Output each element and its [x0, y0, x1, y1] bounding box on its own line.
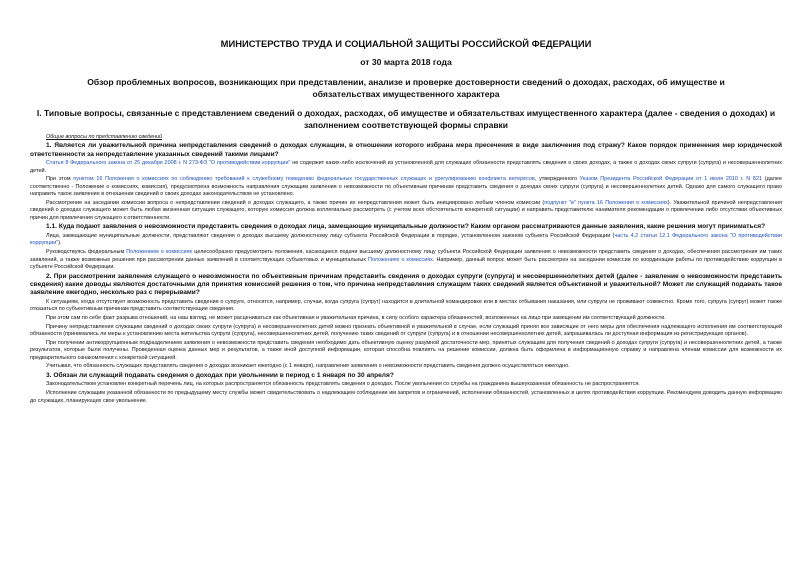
paragraph: При этом сам по себе факт разрыва отношений, на наш взгляд, не может расцениваться как объективная и уважительная причина, в силу особого характера обязанностей, возложенных на лицо при замещении им соответствующей должности. [46, 315, 666, 322]
law-part-link[interactable]: часть 4.2 статьи 12.1 Федерального закона "О противодействии коррупции" [30, 232, 782, 247]
law-link[interactable]: Статья 8 Федерального закона от 25 декабря 2008 г. N 273-ФЗ "О противодействии коррупции" [46, 160, 291, 167]
question-1: 1. Является ли уважительной причина непредставления сведений о доходах служащим, в отношении которого избрана мера пресечения в виде заключения под стражу? Каков порядок применения мер юридической ответственности за непредставление указанных сведений такими лицами? [30, 142, 782, 158]
paragraph: Учитывая, что обязанность служащих представлять сведения о доходах возникает ежегодно (с 1 января), направление заявления о невозможности представить сведения должно осуществляться ежегодно. [46, 363, 570, 370]
paragraph: При этом пунктом 16 Положения о комиссиях по соблюдению требований к служебному поведению федеральных государственных служащих и урегулированию конфликта интересов, утвержденного Указом Президента Российской Федерации от 1 июля 2010 г. N 821 (далее соответственно - Положение о комиссиях, комиссия), предусмотрена возможность направления служащим заявления о невозможности по объективным причинам представить сведения о доходах своих супруги (супруга) и несовершеннолетних детей. Однако для самого служащего право направить такое заявление в отношении сведений о своих доходах законодательством не установлено. [30, 176, 782, 198]
paragraph: Причину непредставления служащим сведений о доходах своих супруги (супруга) и несовершеннолетних детей можно признать объективной и уважительной в случае, если служащий принял все зависящие от него меры для обеспечения надлежащего исполнения им соответствующей обязанности (принимались ли меры к установлению места жительства супруги (супруга), несовершеннолетних детей, получению таких сведений от супруги (супруга) и в отношении несовершеннолетних детей, запрашивалась ли доступная информация из регистрирующих органов). [30, 323, 782, 338]
question-2: 2. При рассмотрении заявления служащего о невозможности по объективным причинам представить сведения о доходах супруги (супруга) и несовершеннолетних детей (далее - заявление о невозможности представить сведения) какие доводы являются достаточными для принятия комиссией решения о том, что причина непредставления служащим таких сведений является объективной и уважительной? Может ли служащий подавать такое заявление ежегодно, несколько раз с перерывами? [30, 272, 782, 297]
paragraph: Законодательством установлен конкретный перечень лиц, на которых распространяется обязанность представлять сведения о доходах. После увольнения со службы на гражданина вышеуказанная обязанность не распространяется. [46, 381, 640, 388]
document-title: Обзор проблемных вопросов, возникающих при представлении, анализе и проверке достоверности сведений о доходах, расходах, об имуществе и обязательствах имущественного характера [87, 77, 725, 99]
commission-regulations-link[interactable]: Положениях о комиссиях [368, 256, 433, 263]
commission-regulation-link[interactable]: Положением о комиссиях [126, 249, 193, 256]
section-heading: I. Типовые вопросы, связанные с представлением сведений о доходах, расходах, об имуществе и обязательствах имущественного характера (далее - сведения о доходах) и заполнением соответствующей формы справки [36, 108, 776, 130]
subsection-heading: Общие вопросы по представлению сведений [46, 134, 163, 140]
paragraph: Лица, замещающие муниципальные должности, представляют сведения о доходах высшему должностному лицу субъекта Российской Федерации в порядке, установленном законом субъекта Российской Федерации (часть 4.2 статьи 12.1 Федерального закона "О противодействии коррупции"). [30, 232, 782, 247]
paragraph: При получении антикоррупционным подразделением заявления о невозможности представить сведения необходимо дать объективную оценку разумной достаточности мер, принятых служащим для получения сведений о доходах супруги (супруга) и несовершеннолетних детей, а также результатов, которые были получены. Проведенная оценка данных мер и результатов, а также иной доступной информации, которая способна повлиять на решение комиссии, должна быть оформлена в информационную справку и направлена членам комиссии для возможности их предварительного ознакомления с конкретной ситуацией. [30, 339, 782, 361]
paragraph: К ситуациям, когда отсутствует возможность представить сведения о супруге, относятся, например, случаи, когда супруга (супруг) находится в длительной командировке или в местах отбывания наказания, или супруги не проживают совместно. Кроме того, супруга (супруг) может также отказаться по субъективным причинам представить соответствующие сведения. [30, 298, 782, 313]
decree-link[interactable]: Указом Президента Российской Федерации от 1 июля 2010 г. N 821 [579, 176, 763, 183]
question-1-1: 1.1. Куда подают заявления о невозможности представить сведения о доходах лица, замещающие муниципальные должности? Каким органом рассматриваются данные заявления, какие решения могут приниматься? [46, 223, 766, 231]
document-date: от 30 марта 2018 года [360, 57, 452, 67]
question-3: 3. Обязан ли служащий подавать сведения о доходах при увольнении в период с 1 января по 30 апреля? [46, 371, 394, 379]
document-body [30, 134, 782, 406]
regulation-link[interactable]: пунктом 16 Положения о комиссиях по соблюдению требований к служебному поведению федеральных государственных служащих и урегулированию конфликта интересов [73, 176, 535, 183]
ministry-header: МИНИСТЕРСТВО ТРУДА И СОЦИАЛЬНОЙ ЗАЩИТЫ РОССИЙСКОЙ ФЕДЕРАЦИИ [220, 38, 592, 49]
subclause-link[interactable]: подпункт "в" пункта 16 Положения о комиссиях [544, 199, 668, 206]
paragraph: Рассмотрение на заседании комиссии вопроса о непредставлении сведений о доходах служащего, а также причин их непредставления может быть инициировано любым членом комиссии (подпункт "в" пункта 16 Положения о комиссиях). Уважительной причиной непредставления сведений о доходах служащего может быть любая жизненная ситуация служащего, которую комиссия должна коллегиально рассмотреть (с учетом всех обстоятельств конкретной ситуации) и направить представителю нанимателя рекомендации о привлечении либо отсутствии объективных причин для привлечения служащего к ответственности. [30, 199, 782, 221]
paragraph: Руководствуясь федеральным Положением о комиссиях целесообразно предусмотреть положения, касающиеся подачи высшему должностному лицу субъекта Российской Федерации заявления о невозможности представить сведения о доходах, обеспечения рассмотрения им таких заявлений, а также возможные решения при рассмотрении данных заявлений в соответствующих субъектовых и муниципальных Положениях о комиссиях. Например, данный вопрос может быть рассмотрен на заседании комиссии по координации работы по противодействию коррупции в субъекте Российской Федерации. [30, 249, 782, 271]
paragraph: Статья 8 Федерального закона от 25 декабря 2008 г. N 273-ФЗ "О противодействии коррупции" не содержит каких-либо исключений из установленной для служащих обязанности представлять сведения о своих доходах, а также о доходах своих супруги (супруга) и несовершеннолетних детей. [30, 160, 782, 174]
paragraph: Исполнение служащим указанной обязанности по предыдущему месту службы может свидетельствовать о надлежащем соблюдении им запретов и ограничений, исполнении обязанностей, установленных в целях противодействия коррупции. Рекомендуем доводить данную информацию до служащих, планирующих свое увольнение. [30, 390, 782, 404]
